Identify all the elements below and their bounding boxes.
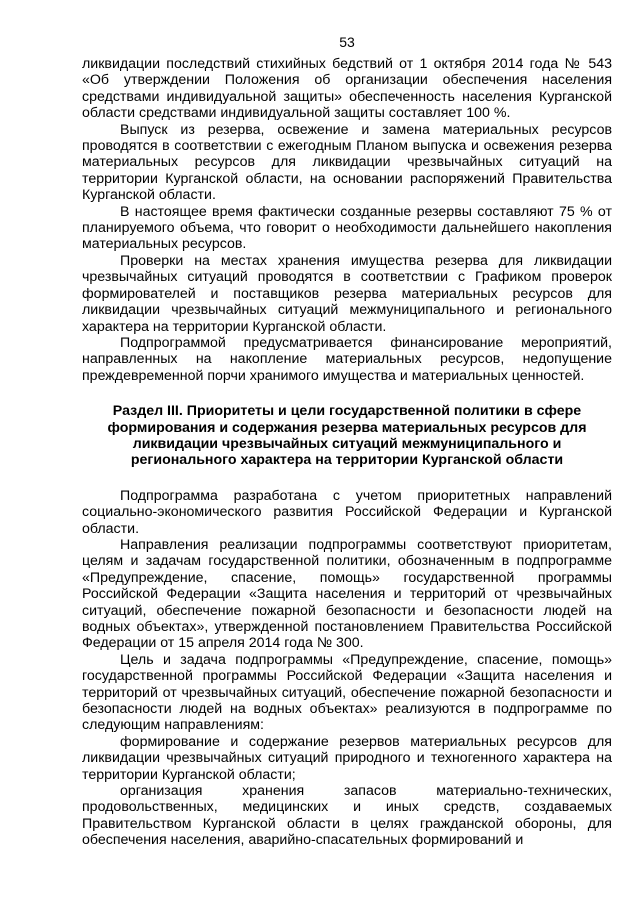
paragraph: организация хранения запасов материально-технических, продовольственных, медицинских и иных средств, создаваемых Правительством Курганской области в целях гражданской обороны, для обеспечения населения, аварийно-спасательных формирований и xyxy=(82,783,612,849)
section-heading: Раздел III. Приоритеты и цели государственной политики в сфере формирования и содержания резерва материальных ресурсов для ликвидации чрезвычайных ситуаций межмуниципального и регионального характера на территории Курганской области xyxy=(107,403,587,469)
body-text-top xyxy=(82,56,612,384)
paragraph: формирование и содержание резервов материальных ресурсов для ликвидации чрезвычайных ситуаций природного и техногенного характера на территории Курганской области; xyxy=(82,733,612,783)
paragraph: Цель и задача подпрограммы «Предупреждение, спасение, помощь» государственной программы Российской Федерации «Защита населения и территорий от чрезвычайных ситуаций, обеспечение пожарной безопасности и безопасности людей на водных объектах» реализуются в подпрограмме по следующим направлениям: xyxy=(82,651,612,734)
paragraph: В настоящее время фактически созданные резервы составляют 75 % от планируемого объема, что говорит о необходимости дальнейшего накопления материальных ресурсов. xyxy=(82,203,612,253)
paragraph: Выпуск из резерва, освежение и замена материальных ресурсов проводятся в соответствии с ежегодным Планом выпуска и освежения резерва материальных ресурсов для ликвидации чрезвычайных ситуаций на территории Курганской области, на основании распоряжений Правительства Курганской области. xyxy=(82,121,612,204)
paragraph: Подпрограммой предусматривается финансирование мероприятий, направленных на накопление материальных ресурсов, недопущение преждевременной порчи хранимого имущества и материальных ценностей. xyxy=(82,334,612,384)
paragraph: Направления реализации подпрограммы соответствуют приоритетам, целям и задачам государственной политики, обозначенным в подпрограмме «Предупреждение, спасение, помощь» государственной программы Российской Федерации «Защита населения и территорий от чрезвычайных ситуаций, обеспечение пожарной безопасности и безопасности людей на водных объектах», утвержденной постановлением Правительства Российской Федерации от 15 апреля 2014 года № 300. xyxy=(82,536,612,652)
paragraph: ликвидации последствий стихийных бедствий от 1 октября 2014 года № 543 «Об утверждении Положения об организации обеспечения населения средствами индивидуальной защиты» обеспеченность населения Курганской области средствами индивидуальной защиты составляет 100 %. xyxy=(82,56,612,122)
paragraph: Подпрограмма разработана с учетом приоритетных направлений социально-экономического развития Российской Федерации и Курганской области. xyxy=(82,487,612,537)
document-page xyxy=(82,0,612,849)
paragraph: Проверки на местах хранения имущества резерва для ликвидации чрезвычайных ситуаций проводятся в соответствии с Графиком проверок формирователей и поставщиков резерва материальных ресурсов для ликвидации чрезвычайных ситуаций межмуниципального и регионального характера на территории Курганской области. xyxy=(82,252,612,335)
body-text-bottom xyxy=(82,488,612,849)
page-number: 53 xyxy=(339,34,355,50)
